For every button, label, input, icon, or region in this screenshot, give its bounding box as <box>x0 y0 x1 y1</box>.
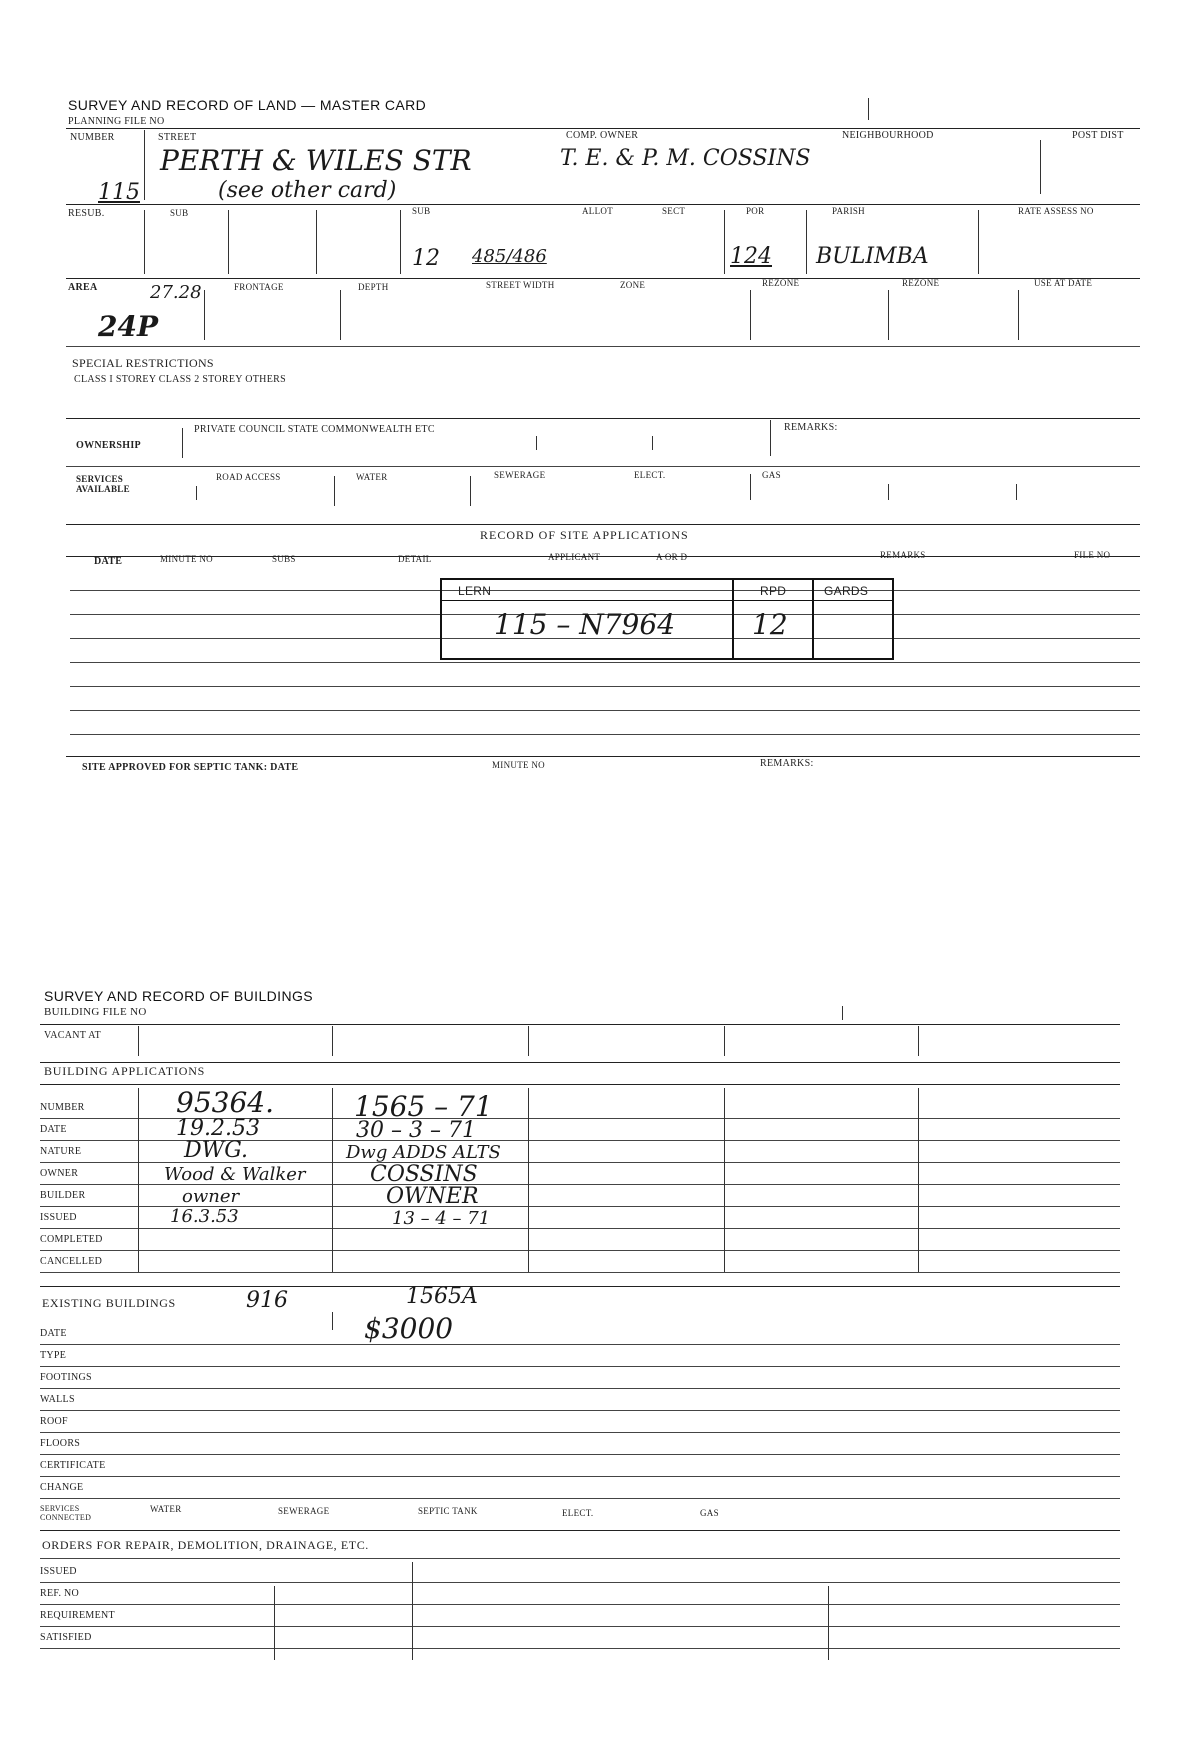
rate-assess-label: RATE ASSESS NO <box>1018 206 1094 216</box>
row-builder-label: BUILDER <box>40 1190 86 1201</box>
gas-label: GAS <box>762 470 781 480</box>
col-date-label: DATE <box>94 556 123 567</box>
class-line: CLASS I STOREY CLASS 2 STOREY OTHERS <box>74 374 286 385</box>
remarks-label: REMARKS: <box>784 422 838 433</box>
existing-roof-label: ROOF <box>40 1416 68 1427</box>
post-dist-label: POST DIST <box>1072 130 1124 141</box>
connected-water-label: WATER <box>150 1504 182 1514</box>
app2-builder: OWNER <box>386 1184 479 1209</box>
app1-date: 19.2.53 <box>176 1116 260 1141</box>
land-card-title: SURVEY AND RECORD OF LAND — MASTER CARD <box>68 97 427 113</box>
existing-floors-label: FLOORS <box>40 1438 81 1449</box>
lern-value: 115 – N7964 <box>494 608 676 641</box>
app1-owner: Wood & Walker <box>164 1164 306 1185</box>
app1-issued: 16.3.53 <box>170 1206 239 1227</box>
depth-label: DEPTH <box>358 282 389 292</box>
sewerage-label: SEWERAGE <box>494 470 546 480</box>
order-requirement-label: REQUIREMENT <box>40 1610 115 1621</box>
col-subs-label: SUBS <box>272 554 296 564</box>
footer-minute-label: MINUTE NO <box>492 760 545 770</box>
site-approved-label: SITE APPROVED FOR SEPTIC TANK: DATE <box>82 762 299 773</box>
number-value: 115 <box>98 180 140 205</box>
app1-number: 95364. <box>176 1086 274 1119</box>
parish-label: PARISH <box>832 206 865 216</box>
row-date-label: DATE <box>40 1124 67 1135</box>
area-value-2: 24P <box>98 310 159 343</box>
elect-label: ELECT. <box>634 470 666 480</box>
site-applications-title: RECORD OF SITE APPLICATIONS <box>480 528 689 542</box>
app2-number: 1565 – 71 <box>354 1090 493 1123</box>
col-remarks-label: REMARKS <box>880 550 926 560</box>
zone-label: ZONE <box>620 280 646 290</box>
building-card-title: SURVEY AND RECORD OF BUILDINGS <box>44 988 313 1004</box>
frontage-label: FRONTAGE <box>234 282 284 292</box>
connected-sewerage-label: SEWERAGE <box>278 1506 330 1516</box>
services-connected-label: SERVICES CONNECTED <box>40 1504 92 1522</box>
subdivision-value: 12 <box>412 246 440 271</box>
sect-label: SECT <box>662 206 686 216</box>
use-at-label: USE AT DATE <box>1034 278 1093 288</box>
ownership-options: PRIVATE COUNCIL STATE COMMONWEALTH ETC <box>194 424 435 435</box>
existing-walls-label: WALLS <box>40 1394 75 1405</box>
app1-nature: DWG. <box>184 1138 249 1163</box>
allot-label: ALLOT <box>582 206 613 216</box>
app2-owner: COSSINS <box>370 1162 478 1187</box>
existing-value-3: $3000 <box>364 1312 454 1345</box>
vacant-at-label: VACANT AT <box>44 1030 102 1041</box>
existing-date-label: DATE <box>40 1328 67 1339</box>
app2-issued: 13 – 4 – 71 <box>392 1208 491 1229</box>
app1-builder: owner <box>182 1186 240 1207</box>
row-owner-label: OWNER <box>40 1168 79 1179</box>
existing-value-1: 916 <box>246 1288 288 1313</box>
footer-remarks-label: REMARKS: <box>760 758 814 769</box>
lern-label: LERN <box>458 584 492 598</box>
portion-value: 124 <box>730 244 772 269</box>
special-restrictions-label: SPECIAL RESTRICTIONS <box>72 356 214 370</box>
allotments-value: 485/486 <box>472 246 547 267</box>
owner-value: T. E. & P. M. COSSINS <box>560 146 811 171</box>
resub-label: RESUB. <box>68 208 105 219</box>
col-a-or-d-label: A OR D <box>656 552 688 562</box>
rpd-value: 12 <box>752 608 788 641</box>
col-file-label: FILE NO <box>1074 550 1111 560</box>
existing-buildings-label: EXISTING BUILDINGS <box>42 1296 176 1310</box>
existing-type-label: TYPE <box>40 1350 67 1361</box>
order-satisfied-label: SATISFIED <box>40 1632 92 1643</box>
parish-value: BULIMBA <box>816 244 929 269</box>
street-width-label: STREET WIDTH <box>486 280 555 290</box>
row-cancelled-label: CANCELLED <box>40 1256 103 1267</box>
order-issued-label: ISSUED <box>40 1566 77 1577</box>
sub-label: SUB <box>170 208 189 218</box>
number-label: NUMBER <box>70 132 115 143</box>
existing-certificate-label: CERTIFICATE <box>40 1460 106 1471</box>
col-minute-label: MINUTE NO <box>160 554 213 564</box>
street-note: (see other card) <box>218 178 397 203</box>
sub-label-2: SUB <box>412 206 431 216</box>
app2-nature: Dwg ADDS ALTS <box>346 1142 501 1163</box>
rpd-label: RPD <box>760 584 787 598</box>
planning-file-label: PLANNING FILE NO <box>68 116 165 127</box>
connected-elect-label: ELECT. <box>562 1508 594 1518</box>
rezone-label-2: REZONE <box>902 278 940 288</box>
orders-title: ORDERS FOR REPAIR, DEMOLITION, DRAINAGE, ETC. <box>42 1538 369 1552</box>
connected-gas-label: GAS <box>700 1508 719 1518</box>
comp-owner-label: COMP. OWNER <box>566 130 639 141</box>
col-detail-label: DETAIL <box>398 554 432 564</box>
row-issued-label: ISSUED <box>40 1212 77 1223</box>
lern-stamp <box>440 578 894 660</box>
col-applicant-label: APPLICANT <box>548 552 601 562</box>
connected-septic-label: SEPTIC TANK <box>418 1506 478 1516</box>
services-available-label: SERVICES AVAILABLE <box>76 474 130 494</box>
area-value-1: 27.28 <box>150 282 202 303</box>
street-label: STREET <box>158 132 197 143</box>
gards-label: GARDS <box>824 584 869 598</box>
existing-footings-label: FOOTINGS <box>40 1372 92 1383</box>
rezone-label: REZONE <box>762 278 800 288</box>
building-applications-title: BUILDING APPLICATIONS <box>44 1064 206 1078</box>
street-value: PERTH & WILES STR <box>160 144 472 177</box>
existing-change-label: CHANGE <box>40 1482 84 1493</box>
app2-date: 30 – 3 – 71 <box>356 1118 476 1143</box>
row-completed-label: COMPLETED <box>40 1234 103 1245</box>
building-file-label: BUILDING FILE NO <box>44 1006 147 1018</box>
row-nature-label: NATURE <box>40 1146 82 1157</box>
por-label: POR <box>746 206 765 216</box>
ownership-label: OWNERSHIP <box>76 440 141 451</box>
road-access-label: ROAD ACCESS <box>216 472 281 482</box>
order-ref-label: REF. NO <box>40 1588 80 1599</box>
water-label: WATER <box>356 472 388 482</box>
neighbourhood-label: NEIGHBOURHOOD <box>842 130 934 141</box>
row-number-label: NUMBER <box>40 1102 85 1113</box>
area-label: AREA <box>68 282 98 293</box>
existing-value-2: 1565A <box>406 1284 478 1309</box>
